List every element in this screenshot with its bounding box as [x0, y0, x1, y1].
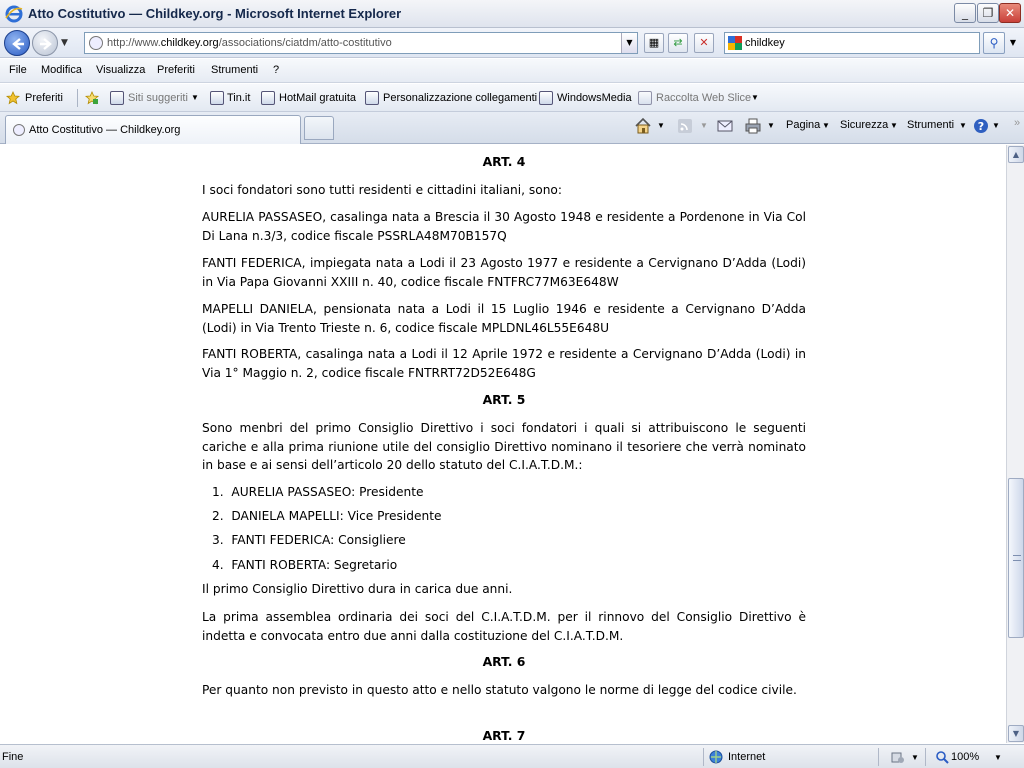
- window-title: Atto Costitutivo — Childkey.org - Microsoft Internet Explorer: [28, 6, 402, 21]
- favorite-link-windowsmedia[interactable]: WindowsMedia: [557, 92, 632, 104]
- page-icon: [13, 124, 25, 136]
- print-icon[interactable]: [744, 117, 762, 135]
- refresh-icon[interactable]: ⇄: [668, 33, 688, 53]
- zoom-level[interactable]: 100%: [951, 751, 980, 763]
- vertical-scrollbar[interactable]: [1006, 145, 1024, 743]
- art4-intro: I soci fondatori sono tutti residenti e cittadini italiani, sono:: [202, 183, 562, 197]
- menu-file[interactable]: File: [9, 64, 27, 76]
- page-icon: [89, 36, 103, 50]
- art7-heading: ART. 7: [482, 728, 526, 743]
- page-icon: [261, 91, 275, 105]
- maximize-button[interactable]: ❐: [977, 3, 999, 23]
- add-favorite-icon[interactable]: [85, 91, 99, 105]
- member-paragraph: MAPELLI DANIELA, pensionata nata a Lodi il 15 Luglio 1946 e residente a Cervignano D’Adda (Lodi) in Via Trento Trieste n. 6, codice fiscale MPLDNL46L55E648U: [202, 302, 806, 335]
- mail-icon[interactable]: [716, 117, 734, 135]
- google-icon: [728, 36, 742, 50]
- favorite-link-personalizzazione[interactable]: Personalizzazione collegamenti: [383, 92, 538, 104]
- chevron-down-icon[interactable]: ▼: [657, 121, 665, 130]
- toolbar-separator: [77, 89, 78, 107]
- title-bar: [0, 0, 1024, 28]
- favorite-link-tin[interactable]: Tin.it: [227, 92, 251, 104]
- search-box[interactable]: [724, 32, 980, 54]
- chevron-down-icon[interactable]: ▼: [751, 93, 759, 102]
- art5-intro: Sono menbri del primo Consiglio Direttivo i soci fondatori i quali si attribuiscono le seguenti cariche e alla prima riunione utile del consiglio Direttivo nominano il tesoriere che verrà nominato in base e ai sensi dell’articolo 20 dello statuto del C.I.A.T.D.M.:: [202, 421, 806, 472]
- address-dropdown-icon[interactable]: ▼: [621, 33, 637, 53]
- svg-text:?: ?: [977, 120, 985, 133]
- status-text: Fine: [2, 751, 24, 763]
- security-zone[interactable]: Internet: [728, 751, 766, 763]
- tab-atto-costitutivo[interactable]: [5, 115, 301, 144]
- forward-button[interactable]: [32, 30, 58, 56]
- stop-icon[interactable]: ✕: [694, 33, 714, 53]
- list-item: 4. FANTI ROBERTA: Segretario: [212, 558, 398, 572]
- member-paragraph: FANTI ROBERTA, casalinga nata a Lodi il 12 Aprile 1972 e residente a Cervignano D’Adda (Lodi) in Via 1° Maggio n. 2, codice fiscale FNTRRT72D52E648G: [202, 347, 806, 380]
- chevron-down-icon[interactable]: ▼: [767, 121, 775, 130]
- menu-bar: [0, 59, 1024, 83]
- address-url[interactable]: http://www.childkey.org/associations/ciatdm/atto-costitutivo: [107, 37, 392, 49]
- page-content: [0, 145, 1006, 743]
- page-icon: [210, 91, 224, 105]
- suggested-sites-icon: [110, 91, 124, 105]
- rss-feed-icon[interactable]: [676, 117, 694, 135]
- globe-icon: [709, 750, 723, 764]
- member-paragraph: FANTI FEDERICA, impiegata nata a Lodi il 23 Agosto 1977 e residente a Cervignano D’Adda (Lodi) in Via Papa Giovanni XXIII n. 40, codice fiscale FNTFRC77M63E648W: [202, 256, 806, 289]
- art5-duration: Il primo Consiglio Direttivo dura in carica due anni.: [202, 582, 513, 596]
- back-arrow-icon: [10, 36, 26, 52]
- search-options-icon[interactable]: ▼: [1009, 38, 1017, 47]
- internet-explorer-icon: [5, 5, 23, 23]
- member-paragraph: AURELIA PASSASEO, casalinga nata a Brescia il 30 Agosto 1948 e residente a Pordenone in Via Col Di Lana n.3/3, codice fiscale PSSRLA48M70B157Q: [202, 210, 806, 243]
- page-icon: [365, 91, 379, 105]
- chevron-down-icon[interactable]: ▼: [911, 753, 919, 762]
- history-dropdown-icon[interactable]: ▼: [61, 38, 68, 48]
- page-icon: [539, 91, 553, 105]
- page-menu[interactable]: Pagina: [786, 119, 821, 131]
- search-icon[interactable]: ⚲: [983, 32, 1005, 54]
- status-divider: [925, 748, 926, 766]
- help-icon[interactable]: [972, 117, 990, 135]
- favorites-star-icon: [6, 91, 20, 105]
- compatibility-view-icon[interactable]: ▦: [644, 33, 664, 53]
- close-button[interactable]: ✕: [999, 3, 1021, 23]
- tab-label: Atto Costitutivo — Childkey.org: [29, 124, 181, 136]
- search-input[interactable]: [745, 35, 975, 51]
- chevron-down-icon[interactable]: ▼: [191, 93, 199, 102]
- list-item: 3. FANTI FEDERICA: Consigliere: [212, 533, 406, 547]
- menu-help[interactable]: ?: [273, 64, 280, 76]
- status-divider: [703, 748, 704, 766]
- address-toolbar: [0, 28, 1024, 58]
- list-item: 1. AURELIA PASSASEO: Presidente: [212, 485, 424, 499]
- back-button[interactable]: [4, 30, 30, 56]
- art5-heading: ART. 5: [482, 392, 526, 407]
- home-icon[interactable]: [634, 117, 652, 135]
- minimize-button[interactable]: _: [954, 3, 976, 23]
- chevron-down-icon[interactable]: ▼: [994, 753, 1002, 762]
- forward-arrow-icon: [38, 36, 54, 52]
- art6-text: Per quanto non previsto in questo atto e nello statuto valgono le norme di legge del codice civile.: [202, 683, 797, 697]
- status-bar: [0, 744, 1024, 768]
- more-commands-icon[interactable]: »: [1014, 117, 1021, 129]
- menu-visualizza[interactable]: Visualizza: [96, 64, 146, 76]
- chevron-down-icon[interactable]: ▼: [822, 121, 830, 130]
- tools-menu[interactable]: Strumenti: [907, 119, 955, 131]
- address-bar[interactable]: [84, 32, 638, 54]
- status-divider: [878, 748, 879, 766]
- security-menu[interactable]: Sicurezza: [840, 119, 889, 131]
- chevron-down-icon[interactable]: ▼: [700, 121, 708, 130]
- art5-assembly: La prima assemblea ordinaria dei soci del C.I.A.T.D.M. per il rinnovo del Consiglio Direttivo è indetta e convocata entro due anni dalla costituzione del C.I.A.T.D.M.: [202, 610, 806, 643]
- favorite-link-hotmail[interactable]: HotMail gratuita: [279, 92, 357, 104]
- menu-preferiti[interactable]: Preferiti: [157, 64, 195, 76]
- new-tab-button[interactable]: [304, 116, 334, 140]
- chevron-down-icon[interactable]: ▼: [890, 121, 898, 130]
- scroll-up-button[interactable]: ▲: [1008, 146, 1024, 163]
- protected-mode-icon[interactable]: [890, 750, 906, 764]
- menu-strumenti[interactable]: Strumenti: [211, 64, 259, 76]
- menu-modifica[interactable]: Modifica: [41, 64, 82, 76]
- scroll-down-button[interactable]: ▼: [1008, 725, 1024, 742]
- favorite-link-web-slice[interactable]: Raccolta Web Slice: [656, 92, 752, 104]
- favorites-button[interactable]: Preferiti: [25, 92, 63, 104]
- chevron-down-icon[interactable]: ▼: [959, 121, 967, 130]
- favorites-bar: [0, 84, 1024, 112]
- web-slice-icon: [638, 91, 652, 105]
- art4-heading: ART. 4: [482, 154, 526, 169]
- art6-heading: ART. 6: [482, 654, 526, 669]
- zoom-icon[interactable]: [935, 750, 949, 764]
- chevron-down-icon[interactable]: ▼: [992, 121, 1000, 130]
- list-item: 2. DANIELA MAPELLI: Vice Presidente: [212, 509, 442, 523]
- favorite-link-siti-suggeriti[interactable]: Siti suggeriti: [128, 92, 188, 104]
- scrollbar-grip: [1013, 555, 1021, 561]
- scrollbar-thumb[interactable]: [1008, 478, 1024, 638]
